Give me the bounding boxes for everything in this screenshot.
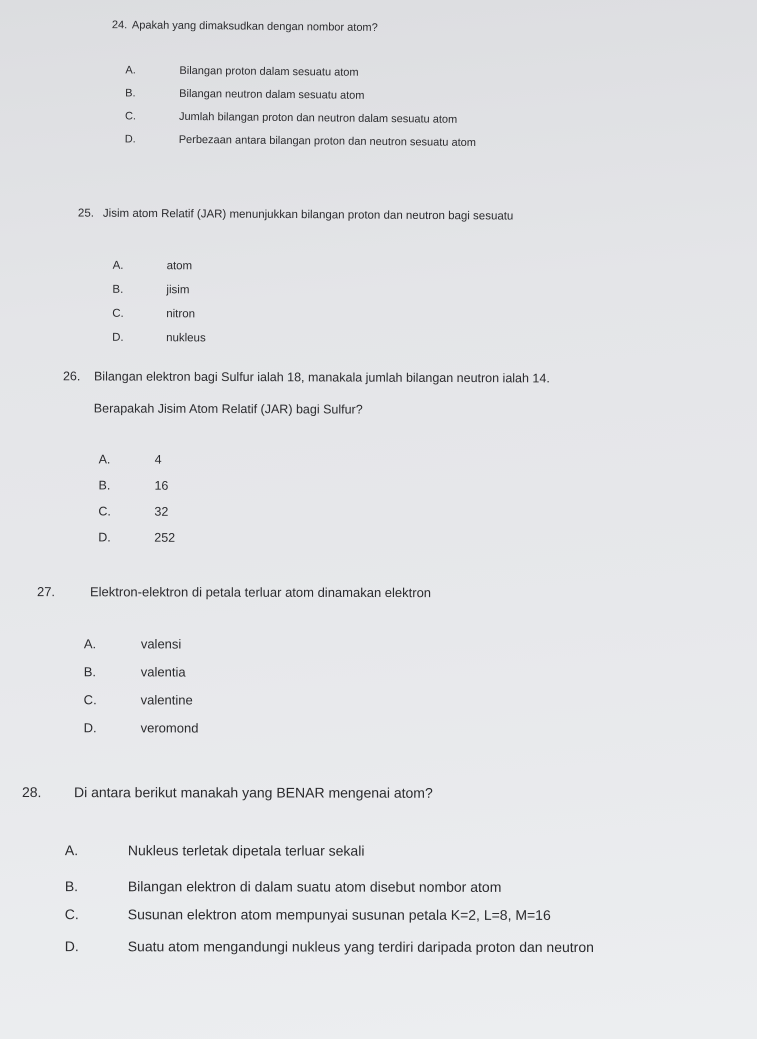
- question-text: Jisim atom Relatif (JAR) menunjukkan bilangan proton dan neutron bagi sesuatu: [102, 207, 514, 223]
- option-letter: A.: [83, 636, 97, 652]
- option-letter: B.: [83, 664, 97, 680]
- option-letter: B.: [112, 283, 124, 296]
- option-letter: D.: [98, 530, 111, 545]
- option-text: nitron: [166, 308, 196, 321]
- option-letter: A.: [64, 842, 79, 859]
- question-26: [0, 369, 757, 545]
- option-text: Suatu atom mengandungi nukleus yang terdiri daripada proton dan neutron: [127, 938, 594, 956]
- option-letter: C.: [98, 504, 111, 519]
- question-28: [0, 784, 757, 956]
- option-text: Bilangan proton dalam sesuatu atom: [179, 64, 359, 79]
- question-24: [0, 18, 757, 149]
- option-letter: C.: [83, 692, 97, 708]
- option-text: 4: [154, 452, 162, 467]
- option-letter: D.: [124, 133, 136, 146]
- option-text: 16: [154, 478, 169, 493]
- option-letter: A.: [98, 452, 111, 467]
- question-text-line-1: Bilangan elektron bagi Sulfur ialah 18, manakala jumlah bilangan neutron ialah 14.: [93, 369, 550, 386]
- option-letter: D.: [64, 938, 79, 955]
- question-text: Apakah yang dimaksudkan dengan nombor atom?: [131, 19, 378, 34]
- option-text: veromond: [140, 720, 199, 736]
- question-number: 25.: [77, 207, 94, 220]
- question-text: Elektron-elektron di petala terluar atom dinamakan elektron: [89, 584, 432, 601]
- option-text: nukleus: [166, 332, 206, 345]
- question-number: 28.: [21, 784, 42, 801]
- option-letter: B.: [98, 478, 111, 493]
- option-text: atom: [166, 260, 193, 273]
- option-text: Bilangan neutron dalam sesuatu atom: [179, 87, 365, 102]
- option-text: Bilangan elektron di dalam suatu atom disebut nombor atom: [127, 878, 502, 895]
- question-text-line-2: Berapakah Jisim Atom Relatif (JAR) bagi Sulfur?: [93, 401, 363, 417]
- option-letter: B.: [125, 87, 136, 100]
- question-number: 26.: [62, 369, 81, 384]
- option-letter: C.: [124, 110, 137, 123]
- option-text: Susunan elektron atom mempunyai susunan petala K=2, L=8, M=16: [127, 906, 551, 923]
- question-number: 27.: [36, 584, 56, 600]
- option-letter: D.: [112, 331, 124, 344]
- option-letter: D.: [83, 720, 97, 736]
- option-text: 32: [154, 504, 169, 519]
- option-text: 252: [154, 530, 176, 545]
- option-text: Jumlah bilangan proton dan neutron dalam sesuatu atom: [178, 110, 458, 126]
- question-number: 24.: [111, 19, 128, 32]
- option-letter: B.: [64, 878, 79, 895]
- option-text: jisim: [166, 284, 190, 297]
- question-27: [0, 584, 757, 736]
- option-text: Perbezaan antara bilangan proton dan neutron sesuatu atom: [178, 133, 476, 149]
- option-letter: A.: [125, 64, 136, 77]
- question-text: Di antara berikut manakah yang BENAR mengenai atom?: [73, 784, 433, 801]
- option-text: valentia: [140, 664, 186, 680]
- option-letter: C.: [64, 906, 79, 923]
- option-text: Nukleus terletak dipetala terluar sekali: [127, 842, 365, 859]
- option-text: valensi: [140, 636, 182, 652]
- option-text: valentine: [140, 692, 193, 708]
- option-letter: A.: [112, 259, 124, 272]
- option-letter: C.: [112, 307, 124, 320]
- question-25: [0, 207, 757, 345]
